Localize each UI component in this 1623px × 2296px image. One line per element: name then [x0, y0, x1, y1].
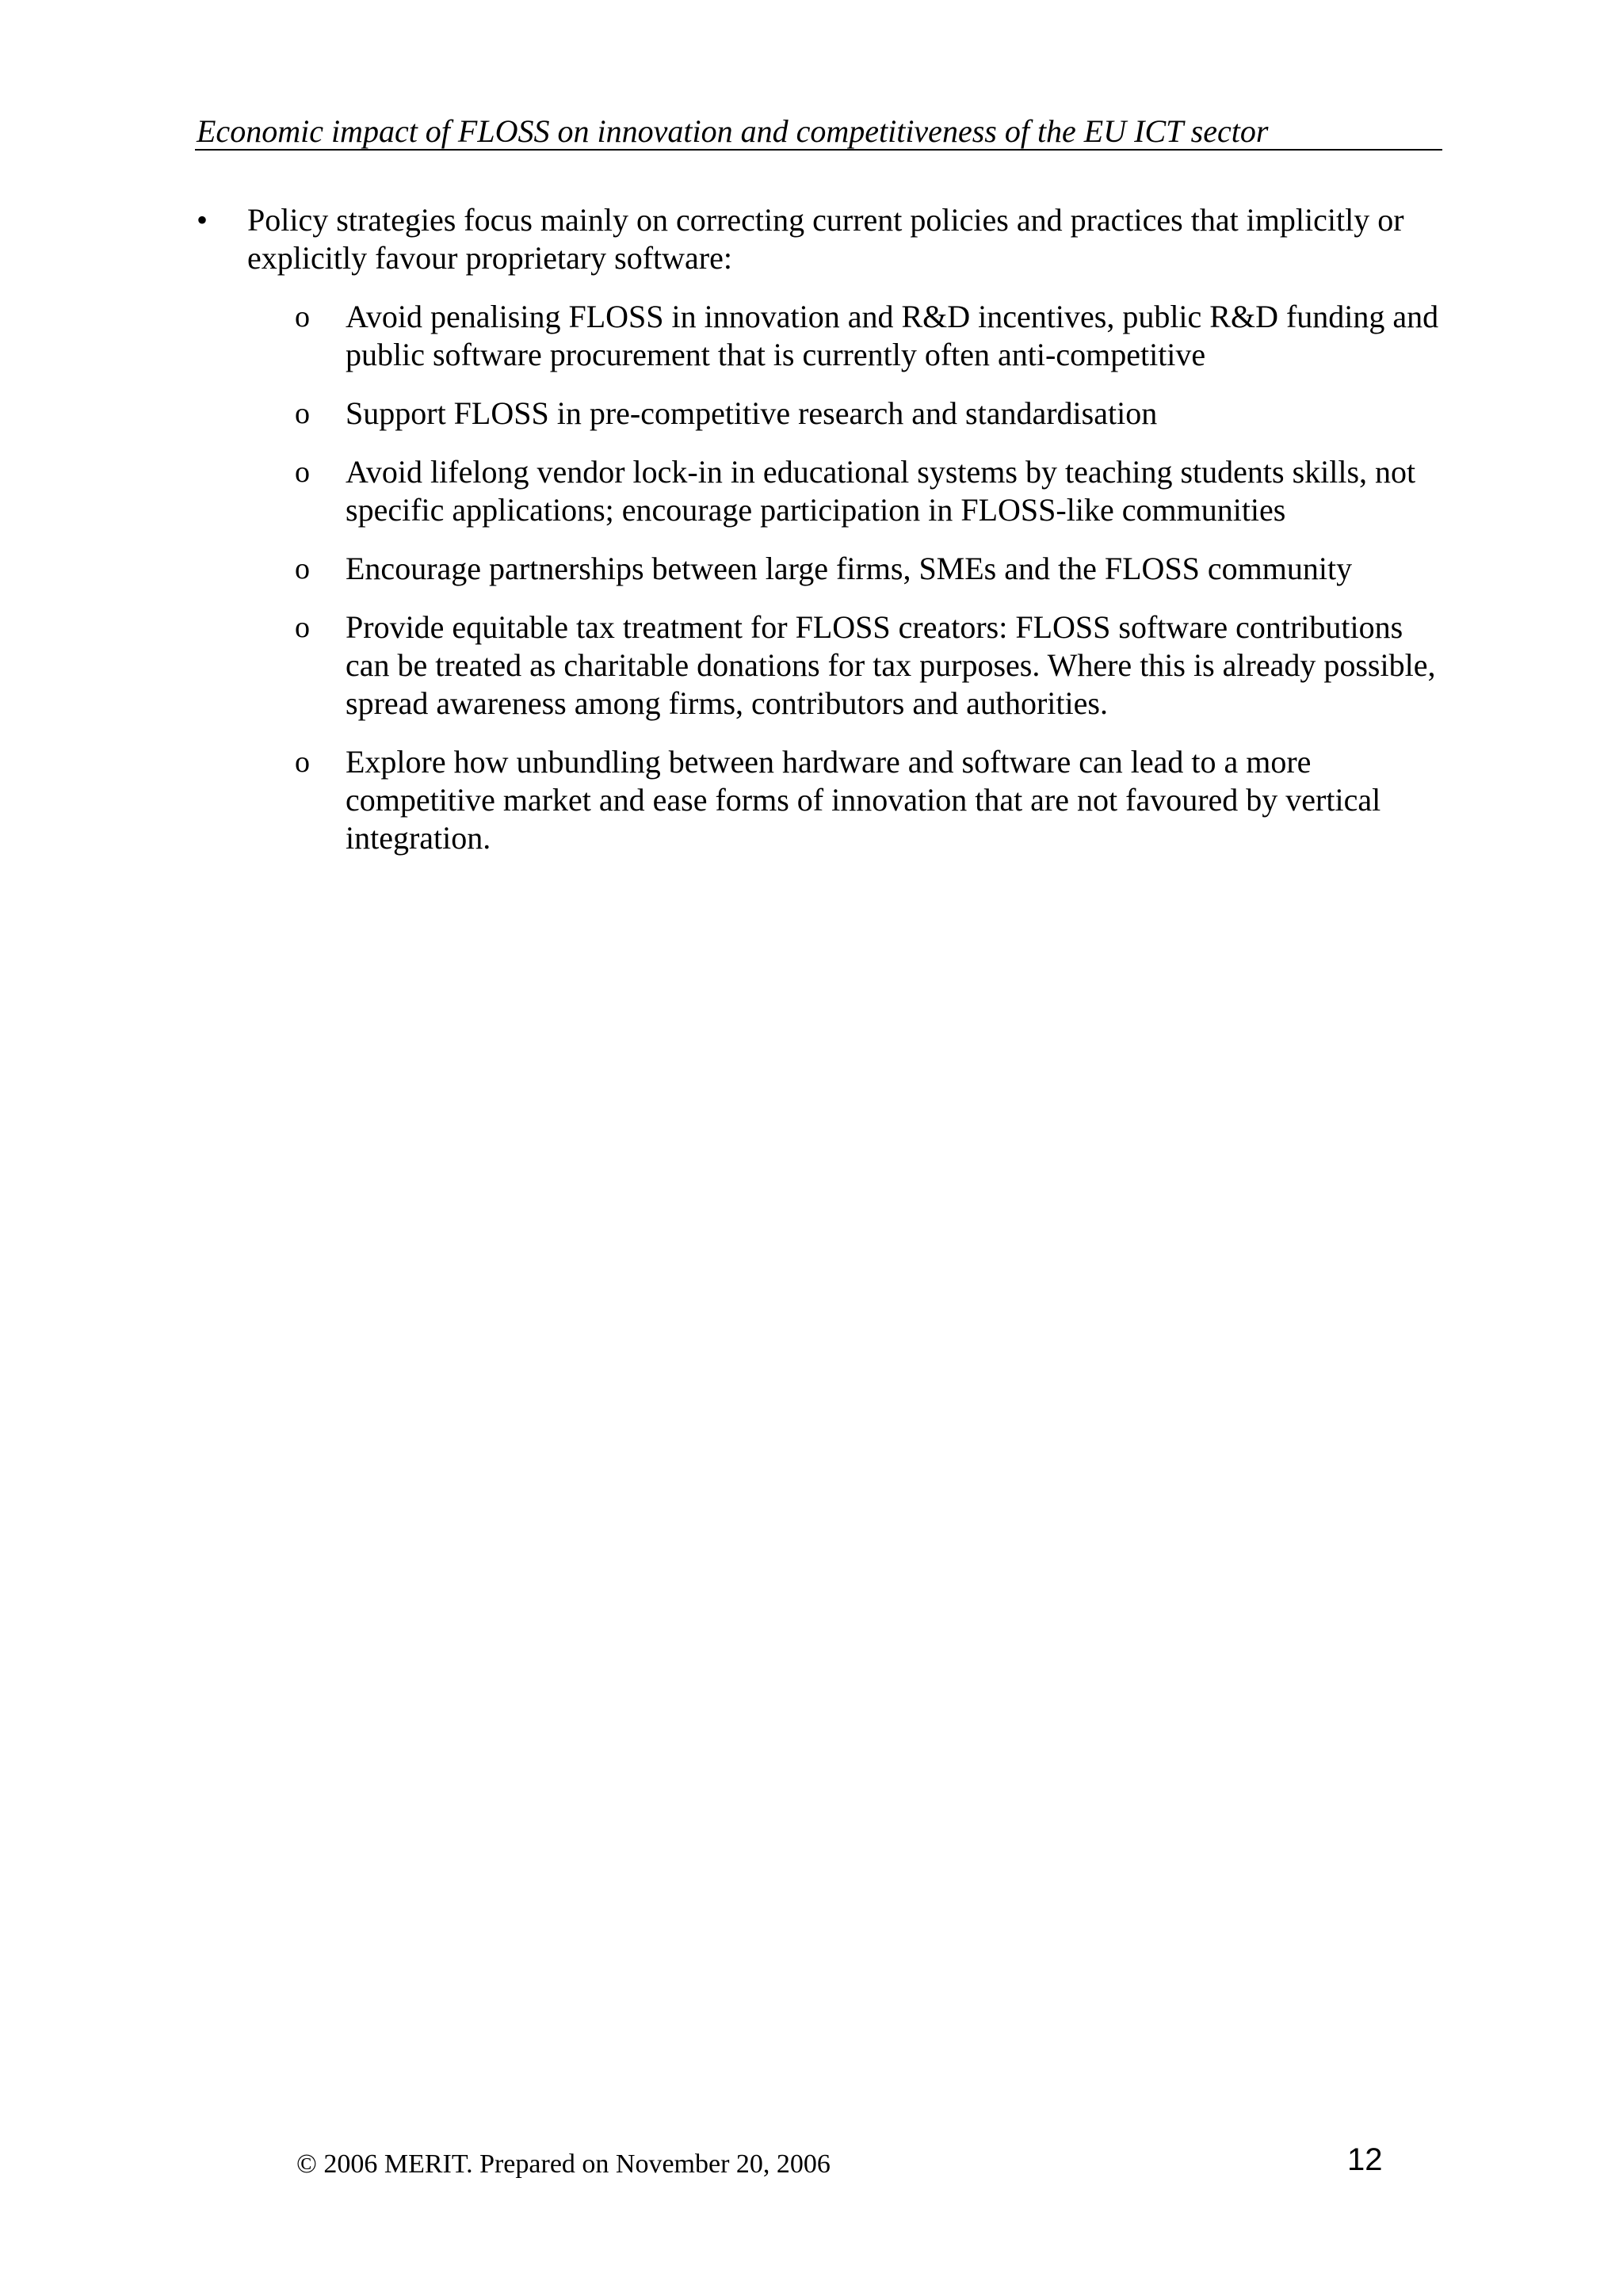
sub-bullet-item	[295, 743, 1452, 857]
sub-bullet-list	[295, 298, 1452, 878]
sub-bullet-text: Avoid lifelong vendor lock-in in educational systems by teaching students skills, not specific applications; encourage participation in FLOSS-like communities	[346, 454, 1416, 528]
sub-bullet-item	[295, 395, 1452, 433]
sub-bullet-item	[295, 608, 1452, 723]
circle-bullet-icon: o	[295, 456, 310, 489]
footer-copyright: © 2006 MERIT. Prepared on November 20, 2006	[296, 2149, 831, 2179]
circle-bullet-icon: o	[295, 552, 310, 585]
page-number: 12	[1347, 2142, 1383, 2177]
header-divider	[195, 149, 1442, 151]
circle-bullet-icon: o	[295, 300, 310, 334]
circle-bullet-icon: o	[295, 611, 310, 644]
main-bullet-text: Policy strategies focus mainly on correcting current policies and practices that implicitly or explicitly favour proprietary software:	[247, 202, 1404, 276]
sub-bullet-text: Encourage partnerships between large firms, SMEs and the FLOSS community	[346, 551, 1353, 586]
circle-bullet-icon: o	[295, 397, 310, 430]
circle-bullet-icon: o	[295, 746, 310, 779]
sub-bullet-item	[295, 453, 1452, 529]
running-header-title: Economic impact of FLOSS on innovation and competitiveness of the EU ICT sector	[197, 113, 1269, 149]
sub-bullet-text: Provide equitable tax treatment for FLOSS creators: FLOSS software contributions can be treated as charitable donations for tax purposes. Where this is already possible, spread awareness among firms, contributors and authorities.	[346, 609, 1436, 721]
sub-bullet-text: Avoid penalising FLOSS in innovation and R&D incentives, public R&D funding and public software procurement that is currently often anti-competitive	[346, 299, 1439, 372]
sub-bullet-item	[295, 550, 1452, 588]
sub-bullet-item	[295, 298, 1452, 374]
bullet-icon: •	[197, 202, 208, 238]
sub-bullet-text: Support FLOSS in pre-competitive research and standardisation	[346, 395, 1158, 431]
sub-bullet-text: Explore how unbundling between hardware and software can lead to a more competitive market and ease forms of innovation that are not favoured by vertical integration.	[346, 744, 1381, 856]
